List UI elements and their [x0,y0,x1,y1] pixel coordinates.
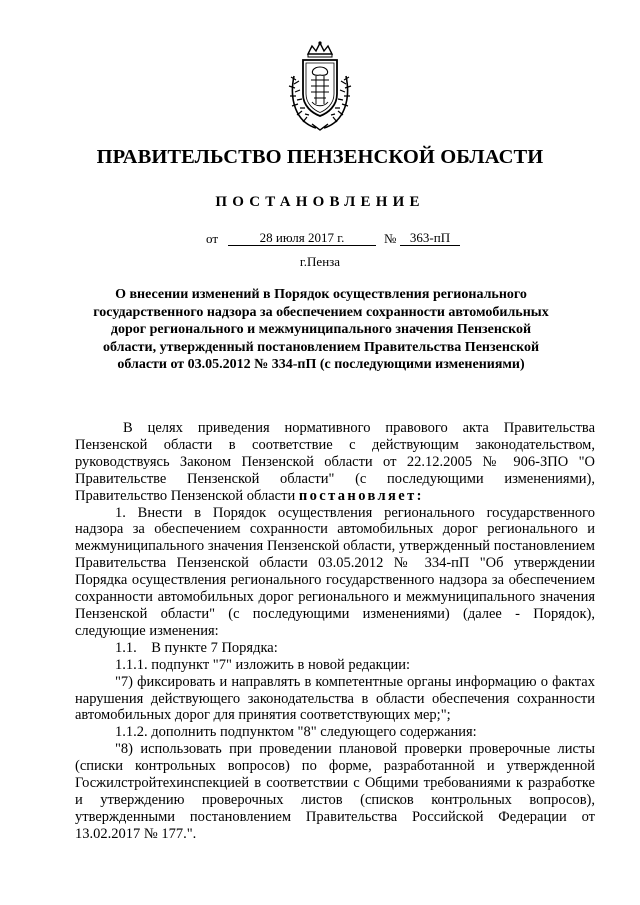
subitem-8: "8) использовать при проведении плановой проверки проверочные листы (списки контрольных вопросов) по форме, разработанной и утвержденной Госжилстройтехинспекцией в соответствии с Общими требованиями к разработке и утверждению проверочных листов (списков контрольных вопросов), утвержденными постановлением Правительства Российской Федерации от 13.02.2017 № 177.". [75,741,595,842]
item-1: 1. Внести в Порядок осуществления регионального государственного надзора за обеспечением сохранности автомобильных дорог регионального и межмуниципального значения Пензенской области, утвержденный постановлением Правительства Пензенской области 03.05.2012 № 334-пП "Об утверждении Порядка осуществления регионального государственного надзора за обеспечением сохранности автомобильных дорог регионального и межмуниципального значения Пензенской области" (с последующими изменениями) (далее - Порядок), следующие изменения: [75,504,595,639]
city: г.Пенза [299,254,341,269]
number-prefix: № [384,231,397,246]
date-prefix: от [206,231,219,246]
document-date: 28 июля 2017 г. [228,231,376,246]
document-number: 363-пП [400,231,460,246]
document-body [75,420,595,843]
item-1-1-1: 1.1.1. подпункт "7" изложить в новой редакции: [115,656,411,673]
item-1-1-2: 1.1.2. дополнить подпунктом "8" следующего содержания: [115,724,477,741]
preamble-paragraph [75,420,595,505]
date-number-line [0,231,640,249]
decree-word: постановляет: [298,487,424,504]
document-subject: О внесении изменений в Порядок осуществления регионального государственного надзора за обеспечением сохранности автомобильных дорог регионального и межмуниципального значения Пензенской области, утвержденный постановлением Правительства Пензенской области от 03.05.2012 № 334-пП (с последующими изменениями) [93,287,549,373]
item-1-1: 1.1. В пункте 7 Порядка: [115,639,278,656]
government-title: ПРАВИТЕЛЬСТВО ПЕНЗЕНСКОЙ ОБЛАСТИ [96,146,544,168]
subitem-7: "7) фиксировать и направлять в компетентные органы информацию о фактах нарушения действующего законодательства в области обеспечения сохранности автомобильных дорог для принятия соответствующих мер;"; [75,673,595,724]
document-type: ПОСТАНОВЛЕНИЕ [215,194,425,210]
coat-of-arms-icon [286,40,354,132]
preamble-text: В целях приведения нормативного правового акта Правительства Пензенской области в соответствие с действующим законодательством, руководствуясь Законом Пензенской области от 22.12.2005 № 906-ЗПО "О Правительстве Пензенской области" (с последующими изменениями), Правительство Пензенской области [75,420,595,504]
